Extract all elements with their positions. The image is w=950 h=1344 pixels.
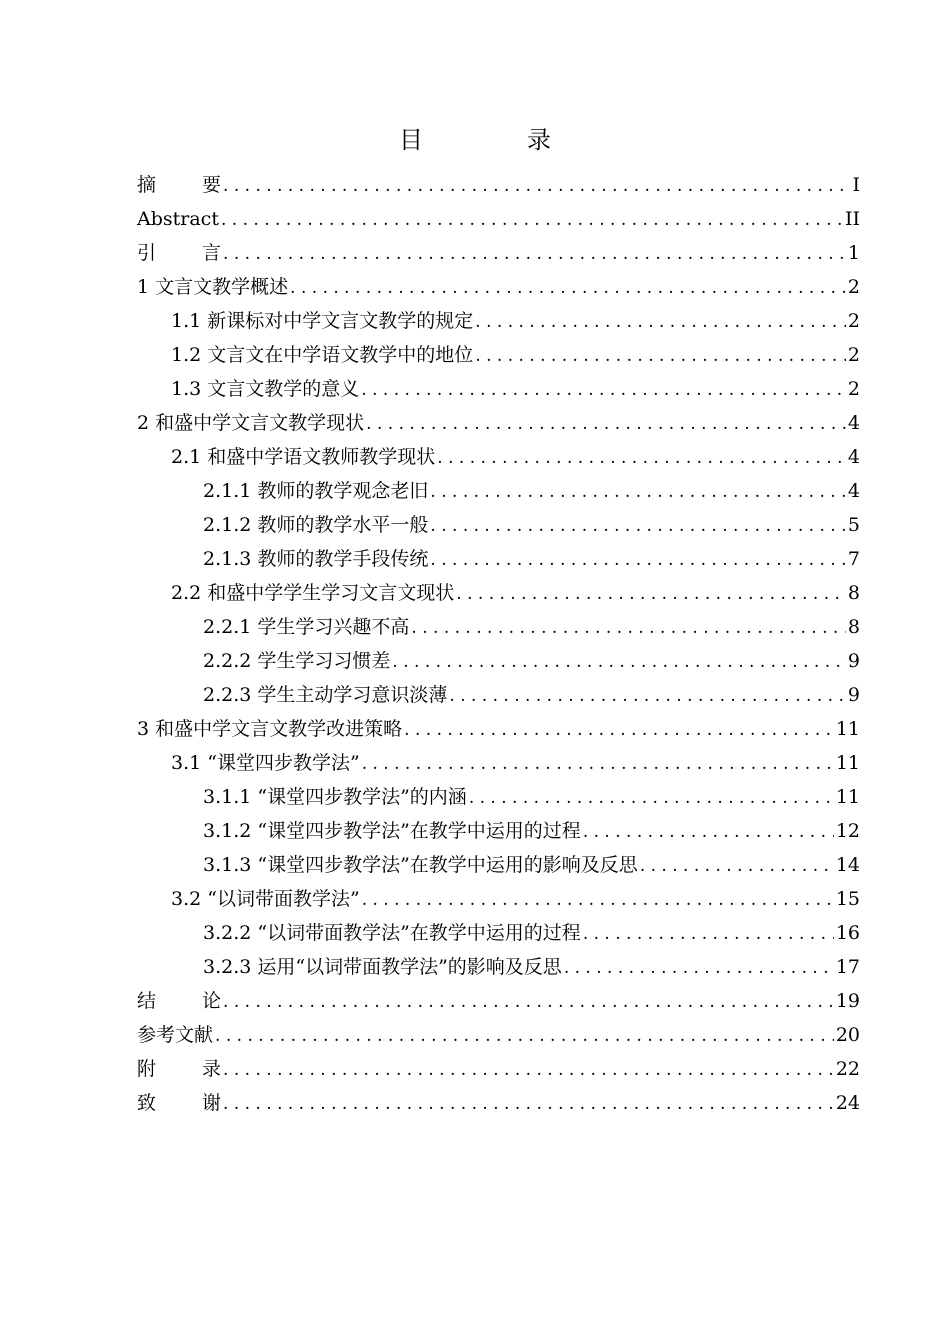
toc-entry-page-number: 24 — [835, 1092, 860, 1114]
toc-dot-leader — [221, 203, 843, 237]
toc-dot-leader — [430, 509, 846, 543]
toc-entry-page-number: II — [844, 208, 860, 230]
toc-entry[interactable] — [137, 406, 860, 440]
toc-entry-page-number: 2 — [847, 378, 860, 400]
toc-entry-title: 2.1.2 教师的教学水平一般 — [203, 514, 429, 536]
toc-entry-title: 附录 — [137, 1058, 222, 1080]
toc-entry-page-number: 11 — [835, 718, 860, 740]
toc-entry-page-number: 11 — [835, 786, 860, 808]
toc-entry-title: 引言 — [137, 242, 222, 264]
toc-entry-page-number: 22 — [835, 1058, 860, 1080]
toc-dot-leader — [469, 781, 834, 815]
toc-entry-page-number: 4 — [847, 480, 860, 502]
toc-entry[interactable] — [137, 848, 860, 882]
toc-entry-title: 2.2.1 学生学习兴趣不高 — [203, 616, 410, 638]
toc-entry-title: 1.1 新课标对中学文言文教学的规定 — [171, 310, 474, 332]
toc-entry[interactable] — [137, 1052, 860, 1086]
toc-entry-page-number: 12 — [835, 820, 860, 842]
toc-list — [137, 168, 860, 1120]
toc-dot-leader — [583, 815, 834, 849]
toc-entry-title: 2.2.2 学生学习习惯差 — [203, 650, 391, 672]
toc-dot-leader — [361, 373, 846, 407]
toc-dot-leader — [362, 747, 834, 781]
toc-entry[interactable] — [137, 1018, 860, 1052]
toc-entry[interactable] — [137, 576, 860, 610]
toc-entry-title: 2.1 和盛中学语文教师教学现状 — [171, 446, 436, 468]
toc-entry-title: 3 和盛中学文言文教学改进策略 — [137, 718, 403, 740]
toc-dot-leader — [449, 679, 846, 713]
toc-entry[interactable] — [137, 746, 860, 780]
toc-entry-title: 致谢 — [137, 1092, 222, 1114]
toc-entry-page-number: 9 — [847, 684, 860, 706]
toc-entry[interactable] — [137, 508, 860, 542]
toc-entry-title: 3.1.1 “课堂四步教学法”的内涵 — [203, 786, 467, 808]
toc-entry-page-number: 2 — [847, 344, 860, 366]
toc-entry-page-number: 4 — [847, 446, 860, 468]
toc-dot-leader — [583, 917, 834, 951]
toc-entry[interactable] — [137, 678, 860, 712]
toc-entry-page-number: 14 — [835, 854, 860, 876]
toc-entry-title: 3.1.3 “课堂四步教学法”在教学中运用的影响及反思 — [203, 854, 638, 876]
toc-entry[interactable] — [137, 814, 860, 848]
toc-entry-title: 3.2.2 “以词带面教学法”在教学中运用的过程 — [203, 922, 581, 944]
toc-entry[interactable] — [137, 338, 860, 372]
toc-dot-leader — [456, 577, 846, 611]
toc-entry-page-number: I — [852, 174, 860, 196]
toc-dot-leader — [640, 849, 834, 883]
toc-entry[interactable] — [137, 168, 860, 202]
toc-dot-leader — [223, 169, 850, 203]
toc-entry-title: 摘要 — [137, 174, 222, 196]
toc-dot-leader — [564, 951, 834, 985]
toc-entry-page-number: 17 — [835, 956, 860, 978]
toc-entry[interactable] — [137, 440, 860, 474]
toc-entry-title: 2.2 和盛中学学生学习文言文现状 — [171, 582, 455, 604]
toc-dot-leader — [404, 713, 834, 747]
toc-entry-title: Abstract — [137, 208, 219, 230]
toc-dot-leader — [223, 1087, 834, 1121]
toc-entry[interactable] — [137, 916, 860, 950]
toc-entry[interactable] — [137, 644, 860, 678]
toc-entry-page-number: 4 — [847, 412, 860, 434]
toc-entry-page-number: 5 — [847, 514, 860, 536]
toc-dot-leader — [362, 883, 834, 917]
toc-dot-leader — [475, 339, 846, 373]
toc-entry-page-number: 8 — [847, 582, 860, 604]
toc-entry[interactable] — [137, 474, 860, 508]
toc-entry[interactable] — [137, 270, 860, 304]
toc-entry-page-number: 11 — [835, 752, 860, 774]
toc-dot-leader — [223, 1053, 834, 1087]
toc-entry-page-number: 2 — [847, 310, 860, 332]
toc-dot-leader — [366, 407, 846, 441]
toc-entry[interactable] — [137, 372, 860, 406]
toc-entry-title: 2.1.3 教师的教学手段传统 — [203, 548, 429, 570]
toc-dot-leader — [215, 1019, 834, 1053]
toc-entry-title: 3.2.3 运用“以词带面教学法”的影响及反思 — [203, 956, 562, 978]
toc-dot-leader — [430, 543, 846, 577]
toc-entry-page-number: 7 — [847, 548, 860, 570]
toc-entry[interactable] — [137, 950, 860, 984]
toc-entry-page-number: 19 — [835, 990, 860, 1012]
toc-entry-title: 1 文言文教学概述 — [137, 276, 289, 298]
toc-dot-leader — [475, 305, 846, 339]
toc-dot-leader — [392, 645, 846, 679]
toc-dot-leader — [290, 271, 846, 305]
toc-entry-page-number: 8 — [847, 616, 860, 638]
toc-entry[interactable] — [137, 1086, 860, 1120]
toc-entry-title: 参考文献 — [137, 1024, 214, 1046]
toc-entry-title: 3.1 “课堂四步教学法” — [171, 752, 360, 774]
toc-entry-title: 结论 — [137, 990, 222, 1012]
toc-entry-title: 1.3 文言文教学的意义 — [171, 378, 360, 400]
toc-entry[interactable] — [137, 780, 860, 814]
toc-dot-leader — [437, 441, 846, 475]
toc-entry-title: 2.1.1 教师的教学观念老旧 — [203, 480, 429, 502]
toc-entry[interactable] — [137, 984, 860, 1018]
toc-entry-title: 2 和盛中学文言文教学现状 — [137, 412, 365, 434]
toc-dot-leader — [411, 611, 846, 645]
toc-title: 目 录 — [399, 126, 591, 154]
toc-entry-page-number: 9 — [847, 650, 860, 672]
toc-entry-page-number: 15 — [835, 888, 860, 910]
toc-entry[interactable] — [137, 712, 860, 746]
toc-entry[interactable] — [137, 304, 860, 338]
toc-dot-leader — [223, 985, 834, 1019]
toc-entry-title: 3.2 “以词带面教学法” — [171, 888, 360, 910]
toc-entry[interactable] — [137, 542, 860, 576]
toc-entry[interactable] — [137, 882, 860, 916]
toc-entry-page-number: 1 — [847, 242, 860, 264]
toc-dot-leader — [223, 237, 846, 271]
toc-entry[interactable] — [137, 236, 860, 270]
toc-entry-page-number: 2 — [847, 276, 860, 298]
toc-dot-leader — [430, 475, 846, 509]
toc-entry-page-number: 16 — [835, 922, 860, 944]
toc-entry-title: 3.1.2 “课堂四步教学法”在教学中运用的过程 — [203, 820, 581, 842]
toc-entry[interactable] — [137, 610, 860, 644]
toc-entry-page-number: 20 — [835, 1024, 860, 1046]
toc-entry-title: 1.2 文言文在中学语文教学中的地位 — [171, 344, 474, 366]
toc-entry-title: 2.2.3 学生主动学习意识淡薄 — [203, 684, 448, 706]
toc-entry[interactable] — [137, 202, 860, 236]
